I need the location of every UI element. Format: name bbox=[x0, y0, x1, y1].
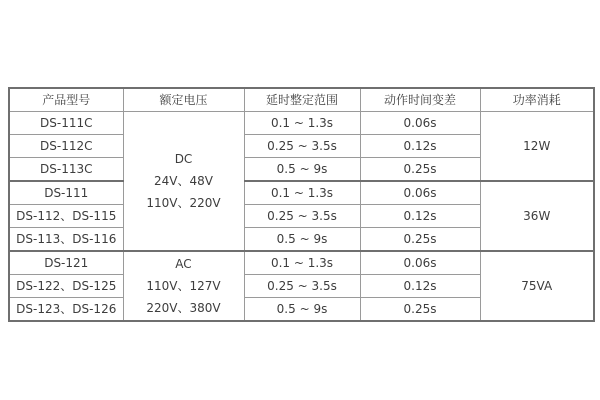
voltage-line: 110V、220V bbox=[146, 196, 221, 210]
range-cell: 0.1 ~ 1.3s bbox=[244, 251, 360, 275]
variation-cell: 0.12s bbox=[360, 275, 480, 298]
model-cell: DS-113、DS-116 bbox=[9, 228, 123, 252]
header-product-model: 产品型号 bbox=[9, 88, 123, 112]
variation-cell: 0.06s bbox=[360, 251, 480, 275]
variation-cell: 0.12s bbox=[360, 135, 480, 158]
model-cell: DS-111 bbox=[9, 181, 123, 205]
table-row bbox=[9, 181, 594, 205]
voltage-cell-ac bbox=[123, 251, 244, 321]
voltage-cell-dc bbox=[123, 112, 244, 252]
variation-cell: 0.25s bbox=[360, 158, 480, 182]
power-cell-75va: 75VA bbox=[480, 251, 594, 321]
model-cell: DS-121 bbox=[9, 251, 123, 275]
range-cell: 0.5 ~ 9s bbox=[244, 298, 360, 322]
header-operate-time-variation: 动作时间变差 bbox=[360, 88, 480, 112]
variation-cell: 0.25s bbox=[360, 228, 480, 252]
header-power-consumption: 功率消耗 bbox=[480, 88, 594, 112]
variation-cell: 0.06s bbox=[360, 181, 480, 205]
range-cell: 0.25 ~ 3.5s bbox=[244, 135, 360, 158]
range-cell: 0.1 ~ 1.3s bbox=[244, 112, 360, 135]
model-cell: DS-113C bbox=[9, 158, 123, 182]
voltage-line: AC bbox=[175, 257, 192, 271]
voltage-line: DC bbox=[174, 152, 193, 166]
header-rated-voltage: 额定电压 bbox=[123, 88, 244, 112]
model-cell: DS-112、DS-115 bbox=[9, 205, 123, 228]
range-cell: 0.25 ~ 3.5s bbox=[244, 205, 360, 228]
voltage-line: 220V、380V bbox=[146, 301, 221, 315]
table-row bbox=[9, 112, 594, 135]
spec-table bbox=[8, 87, 595, 322]
model-cell: DS-123、DS-126 bbox=[9, 298, 123, 322]
header-row bbox=[9, 88, 594, 112]
table-row bbox=[9, 251, 594, 275]
variation-cell: 0.25s bbox=[360, 298, 480, 322]
power-cell-12w: 12W bbox=[480, 112, 594, 182]
variation-cell: 0.12s bbox=[360, 205, 480, 228]
voltage-line: 110V、127V bbox=[146, 279, 221, 293]
variation-cell: 0.06s bbox=[360, 112, 480, 135]
range-cell: 0.5 ~ 9s bbox=[244, 228, 360, 252]
model-cell: DS-112C bbox=[9, 135, 123, 158]
header-delay-setting-range: 延时整定范围 bbox=[244, 88, 360, 112]
model-cell: DS-122、DS-125 bbox=[9, 275, 123, 298]
range-cell: 0.1 ~ 1.3s bbox=[244, 181, 360, 205]
range-cell: 0.5 ~ 9s bbox=[244, 158, 360, 182]
model-cell: DS-111C bbox=[9, 112, 123, 135]
power-cell-36w: 36W bbox=[480, 181, 594, 251]
voltage-line: 24V、48V bbox=[154, 174, 213, 188]
range-cell: 0.25 ~ 3.5s bbox=[244, 275, 360, 298]
